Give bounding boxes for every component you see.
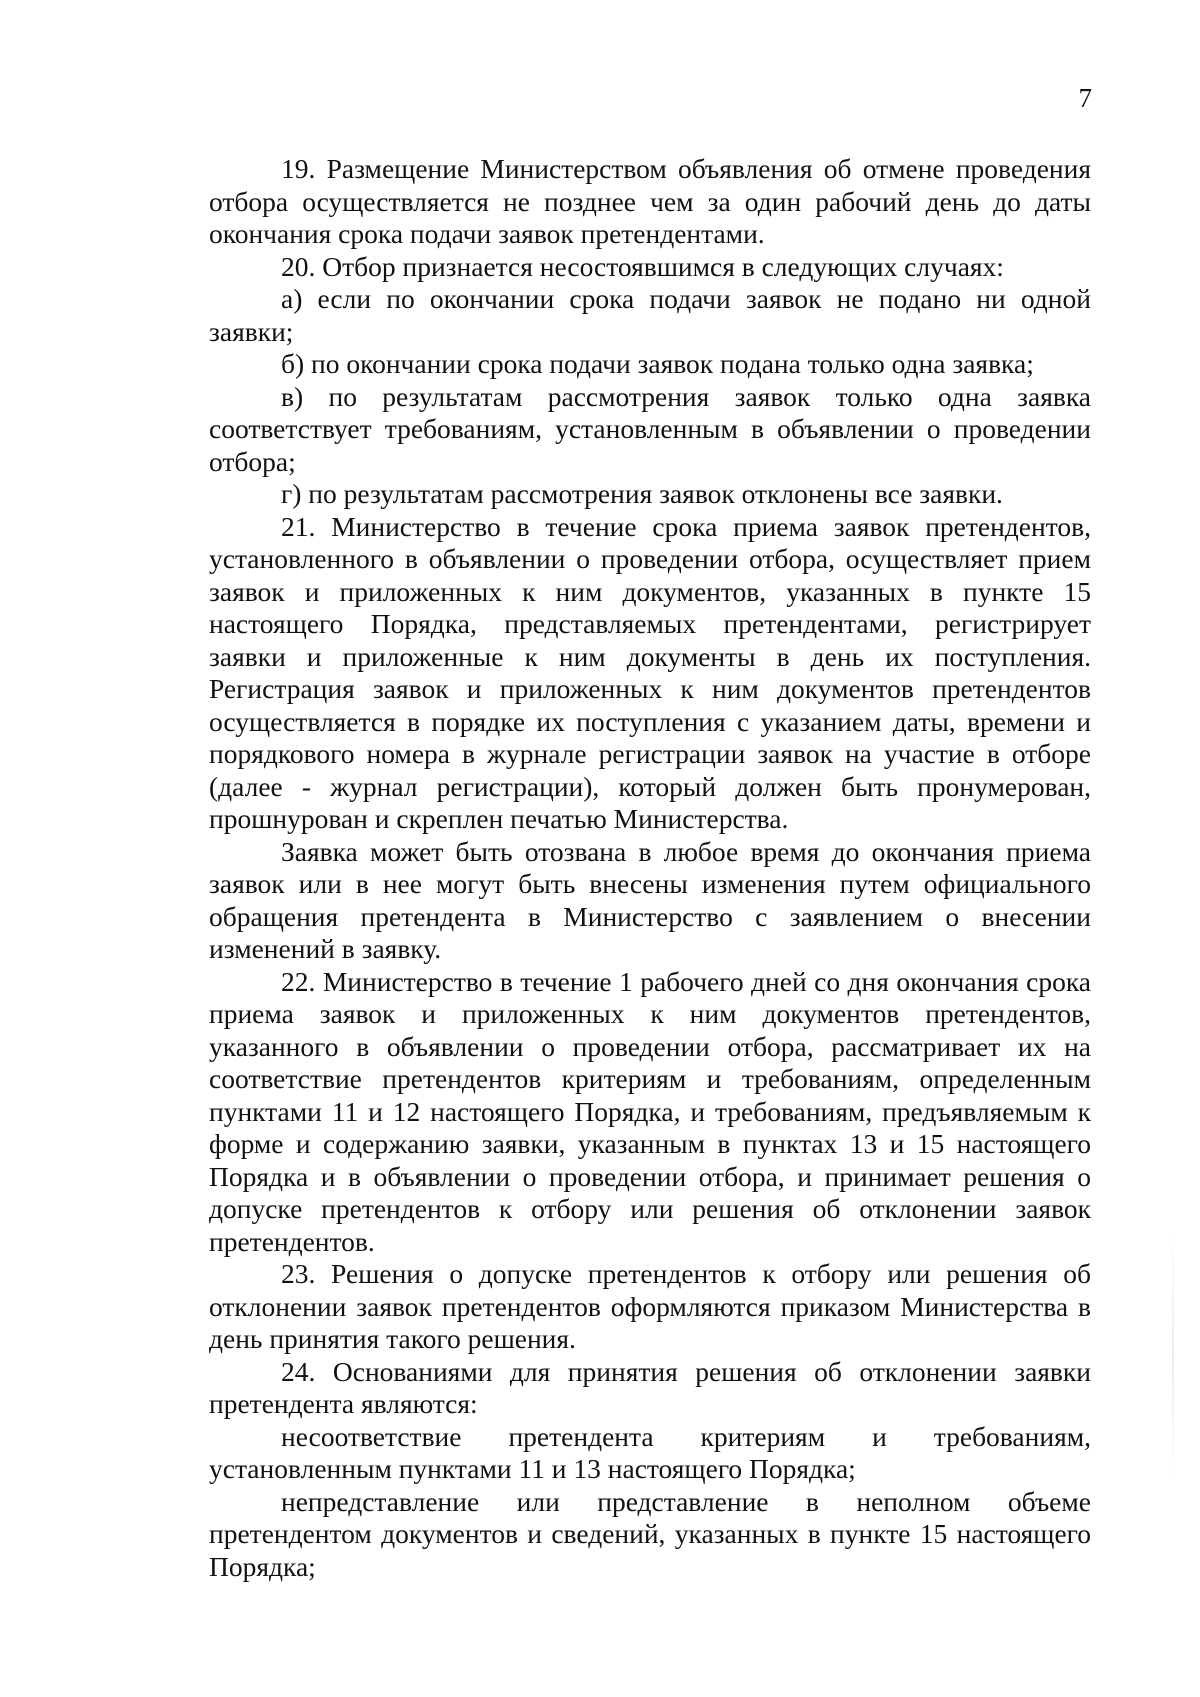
paragraph-20-b: б) по окончании срока подачи заявок подана только одна заявка;: [281, 348, 1034, 379]
paragraph-20-v: в) по результатам рассмотрения заявок только одна заявка соответствует требованиям, установленным в объявлении о проведении отбора;: [209, 380, 1091, 477]
paragraph-19: 19. Размещение Министерством объявления об отмене проведения отбора осуществляется не позднее чем за один рабочий день до даты окончания срока подачи заявок претендентами.: [209, 153, 1091, 249]
paragraph-21: 21. Министерство в течение срока приема заявок претендентов, установленного в объявлении о проведении отбора, осуществляет прием заявок и приложенных к ним документов, указанных в пункте 15 настоящего Порядка, представляемых претендентами, регистрирует заявки и приложенные к ним документы в день их поступления. Регистрация заявок и приложенных к ним документов претендентов осуществляется в порядке их поступления с указанием даты, времени и порядкового номера в журнале регистрации заявок на участие в отборе (далее - журнал регистрации), который должен быть пронумерован, прошнурован и скреплен печатью Министерства.: [209, 510, 1091, 834]
paragraph-24-item-2: непредставление или представление в неполном объеме претендентом документов и сведений, указанных в пункте 15 настоящего Порядка;: [209, 1485, 1091, 1582]
scan-edge-mark: [1172, 1230, 1174, 1480]
paragraph-21-withdrawal: Заявка может быть отозвана в любое время до окончания приема заявок или в нее могут быть внесены изменения путем официального обращения претендента в Министерство с заявлением о внесении изменений в заявку.: [209, 835, 1091, 964]
paragraph-24-item-1: несоответствие претендента критериям и требованиям, установленным пунктами 11 и 13 настоящего Порядка;: [209, 1420, 1091, 1484]
paragraph-22: 22. Министерство в течение 1 рабочего дней со дня окончания срока приема заявок и приложенных к ним документов претендентов, указанного в объявлении о проведении отбора, рассматривает их на соответствие претендентов критериям и требованиям, определенным пунктами 11 и 12 настоящего Порядка, и требованиям, предъявляемым к форме и содержанию заявки, указанным в пунктах 13 и 15 настоящего Порядка и в объявлении о проведении отбора, и принимает решения о допуске претендентов к отбору или решения об отклонении заявок претендентов.: [209, 965, 1091, 1257]
document-body: [209, 153, 1091, 1583]
paragraph-20-a: а) если по окончании срока подачи заявок не подано ни одной заявки;: [209, 283, 1091, 347]
paragraph-20: 20. Отбор признается несостоявшимся в следующих случаях:: [281, 250, 1004, 282]
paragraph-23: 23. Решения о допуске претендентов к отбору или решения об отклонении заявок претендентов оформляются приказом Министерства в день принятия такого решения.: [209, 1258, 1091, 1354]
page-number: 7: [1078, 83, 1092, 113]
paragraph-20-g: г) по результатам рассмотрения заявок отклонены все заявки.: [281, 478, 1003, 509]
paragraph-24: 24. Основаниями для принятия решения об отклонении заявки претендента являются:: [209, 1355, 1091, 1419]
